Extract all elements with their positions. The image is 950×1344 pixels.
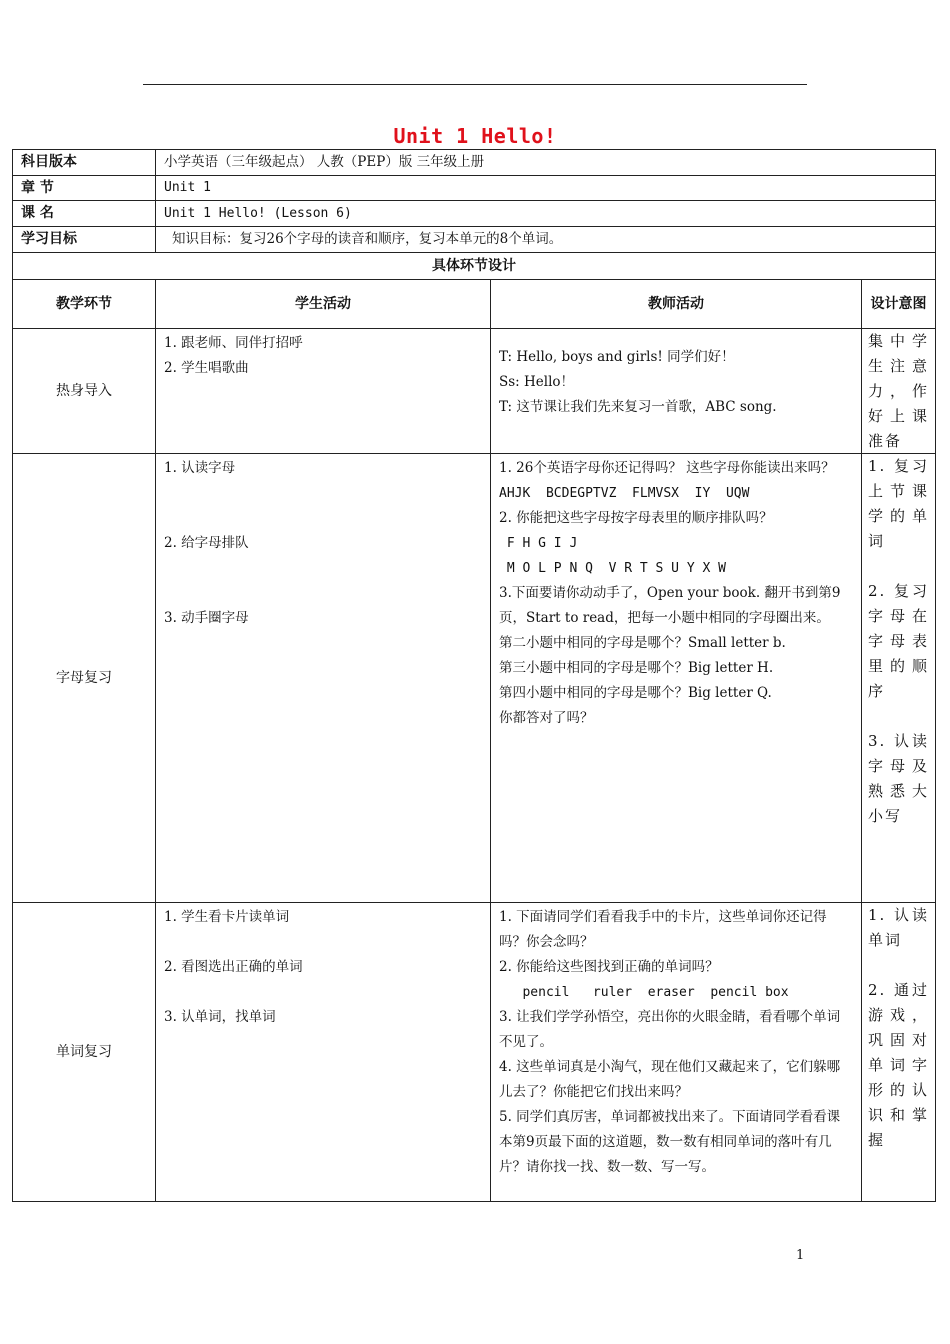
row2-teacher-line: 第二小题中相同的字母是哪个？Small letter b.	[499, 635, 786, 651]
row3-teacher-line: 5. 同学们真厉害，单词都被找出来了。下面请同学看看课本第9页最下面的这道题，数一数有相同单词的落叶有几片？请你找一找、数一数、写一写。	[499, 1109, 841, 1175]
row2-student-item: 1. 认读字母	[164, 460, 236, 476]
row1-teacher-line: Ss: Hello！	[499, 374, 575, 390]
row2-student	[155, 453, 491, 903]
row3-teacher-line: 4. 这些单词真是小淘气，现在他们又藏起来了，它们躲哪儿去了？你能把它们找出来吗？	[499, 1059, 841, 1100]
row3-teacher-line: 3. 让我们学学孙悟空，亮出你的火眼金睛，看看哪个单词不见了。	[499, 1009, 841, 1050]
row3-teacher-line: 2. 你能给这些图找到正确的单词吗？	[499, 959, 719, 975]
row2-teacher-line: 第四小题中相同的字母是哪个？Big letter Q.	[499, 685, 772, 701]
row2-stage	[12, 453, 156, 903]
row2-teacher-line: F H G I J	[499, 536, 578, 551]
subject-value: 小学英语（三年级起点） 人教（PEP）版 三年级上册	[164, 154, 485, 170]
lesson-label-cell	[12, 200, 156, 227]
chapter-label-cell	[12, 175, 156, 201]
row2-intent-item: 3. 认读字母及熟悉大小写	[868, 732, 929, 825]
row1-intent	[861, 328, 936, 454]
row3-intent-item: 1. 认读单词	[868, 906, 929, 949]
goal-value: 知识目标：复习26个字母的读音和顺序，复习本单元的8个单词。	[172, 231, 563, 247]
subject-label: 科目版本	[21, 154, 77, 170]
goal-label-cell	[12, 226, 156, 253]
row3-student-item: 1. 学生看卡片读单词	[164, 909, 290, 925]
lesson-label: 课 名	[21, 205, 54, 221]
row2-intent-item: 2. 复习字母在字母表里的顺序	[868, 582, 929, 700]
header-stage-label: 教学环节	[56, 295, 112, 312]
goal-label: 学习目标	[21, 231, 77, 247]
row3-student	[155, 902, 491, 1202]
row1-stage-label: 热身导入	[56, 382, 112, 399]
row3-stage	[12, 902, 156, 1202]
lesson-value: Unit 1 Hello! (Lesson 6)	[164, 206, 352, 221]
chapter-label: 章 节	[21, 180, 54, 196]
row1-student-item: 1. 跟老师、同伴打招呼	[164, 335, 303, 351]
row2-teacher-line: M O L P N Q V R T S U Y X W	[499, 561, 726, 576]
row2-teacher-line: 3.下面要请你动动手了，Open your book. 翻开书到第9页，Start to read，把每一小题中相同的字母圈出来。	[499, 585, 841, 626]
subject-label-cell	[12, 149, 156, 176]
header-intent	[861, 279, 936, 329]
row2-teacher-line: 1. 26个英语字母你还记得吗？ 这些字母你能读出来吗？	[499, 460, 835, 476]
row2-stage-label: 字母复习	[56, 669, 112, 686]
header-student-label: 学生活动	[295, 295, 351, 312]
page-title: Unit 1 Hello!	[393, 124, 557, 148]
row2-intent-item: 1. 复习上节课学的单词	[868, 457, 929, 550]
row3-student-item: 2. 看图选出正确的单词	[164, 959, 303, 975]
section-title: 具体环节设计	[432, 257, 516, 274]
header-teacher	[490, 279, 862, 329]
row2-student-item: 2. 给字母排队	[164, 535, 249, 551]
header-intent-label: 设计意图	[870, 296, 927, 312]
row3-student-item: 3. 认单词，找单词	[164, 1009, 276, 1025]
row2-teacher-line: AHJK BCDEGPTVZ FLMVSX IY UQW	[499, 486, 750, 501]
lesson-value-cell	[155, 200, 936, 227]
row2-teacher-line: 第三小题中相同的字母是哪个？Big letter H.	[499, 660, 774, 676]
row3-stage-label: 单词复习	[56, 1043, 112, 1060]
header-teacher-label: 教师活动	[648, 295, 704, 312]
row1-intent-text: 集中学生注意力，作好上课准备	[868, 332, 929, 450]
row1-teacher	[490, 328, 862, 454]
section-title-cell	[12, 252, 936, 280]
goal-value-cell	[155, 226, 936, 253]
row3-teacher-line: 1. 下面请同学们看看我手中的卡片，这些单词你还记得吗？你会念吗？	[499, 909, 827, 950]
row2-teacher-line: 你都答对了吗？	[499, 710, 594, 726]
row3-intent-item: 2. 通过游戏，巩固对单词字形的认识和掌握	[868, 981, 929, 1149]
row1-teacher-line: T: Hello, boys and girls! 同学们好！	[499, 349, 735, 365]
header-rule	[143, 84, 807, 85]
row3-teacher	[490, 902, 862, 1202]
row3-teacher-line: pencil ruler eraser pencil box	[499, 985, 789, 1000]
row1-teacher-line: T: 这节课让我们先来复习一首歌，ABC song.	[499, 399, 777, 415]
row1-stage	[12, 328, 156, 454]
subject-value-cell	[155, 149, 936, 176]
header-student	[155, 279, 491, 329]
row2-teacher-line: 2. 你能把这些字母按字母表里的顺序排队吗？	[499, 510, 773, 526]
row2-student-item: 3. 动手圈字母	[164, 610, 249, 626]
row1-student-item: 2. 学生唱歌曲	[164, 360, 249, 376]
row2-intent	[861, 453, 936, 903]
chapter-value-cell	[155, 175, 936, 201]
page-number: 1	[796, 1248, 805, 1263]
row3-intent	[861, 902, 936, 1202]
chapter-value: Unit 1	[164, 180, 211, 195]
row1-student	[155, 328, 491, 454]
row2-teacher	[490, 453, 862, 903]
header-stage	[12, 279, 156, 329]
